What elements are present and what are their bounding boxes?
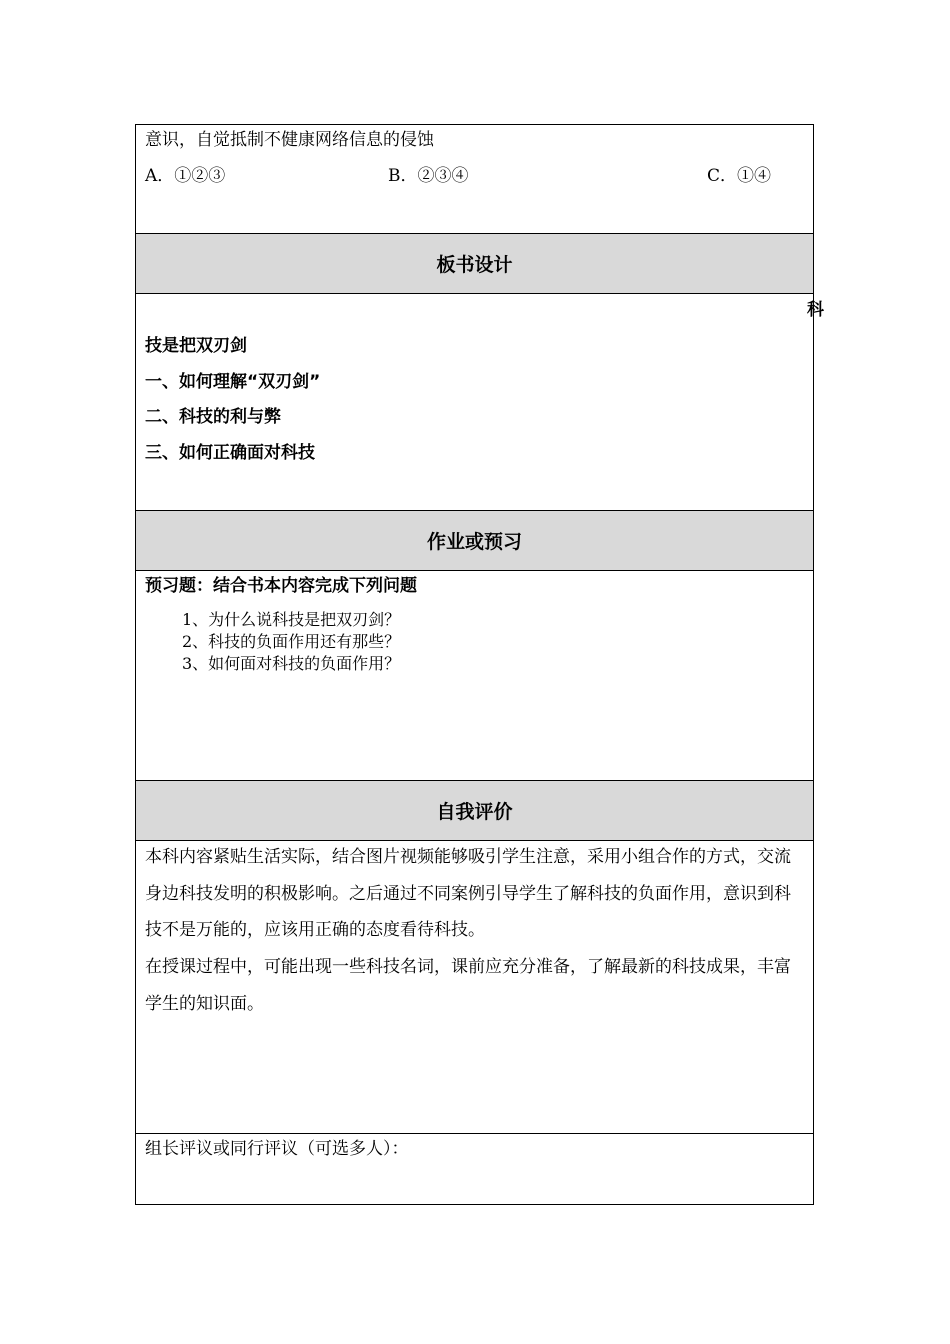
lesson-plan-table [135, 124, 824, 1205]
board-line: 技是把双刃剑 [145, 336, 247, 356]
homework-subtitle: 预习题：结合书本内容完成下列问题 [145, 576, 417, 596]
peer-review-label: 组长评议或同行评议（可选多人）： [145, 1139, 409, 1159]
divider [136, 570, 813, 571]
section-header-self-evaluation [136, 781, 813, 840]
section-header-board-design [136, 234, 813, 293]
section-title: 板书设计 [436, 254, 513, 276]
question-item: 3、如何面对科技的负面作用？ [182, 654, 401, 673]
divider [136, 293, 813, 294]
option-c: C．①④ [707, 166, 772, 186]
question-item: 1、为什么说科技是把双刃剑？ [182, 610, 401, 629]
option-a: A．①②③ [145, 166, 226, 186]
continuation-text: 意识，自觉抵制不健康网络信息的侵蚀 [145, 130, 434, 150]
option-b: B．②③④ [388, 166, 469, 186]
question-item: 2、科技的负面作用还有那些？ [182, 632, 401, 651]
section-title: 自我评价 [436, 801, 513, 823]
board-line: 三、如何正确面对科技 [145, 443, 315, 463]
evaluation-paragraph: 在授课过程中，可能出现一些科技名词，课前应充分准备，了解最新的科技成果，丰富学生的知识面。 [145, 957, 791, 1014]
overflow-char: 科 [807, 300, 824, 320]
board-line: 二、科技的利与弊 [145, 407, 281, 427]
section-title: 作业或预习 [426, 531, 522, 553]
section-header-homework [136, 511, 813, 570]
divider [136, 1133, 813, 1134]
board-line: 一、如何理解“双刃剑” [145, 372, 321, 392]
evaluation-paragraph: 本科内容紧贴生活实际，结合图片视频能够吸引学生注意，采用小组合作的方式，交流身边科技发明的积极影响。之后通过不同案例引导学生了解科技的负面作用，意识到科技不是万能的，应该用正确的态度看待科技。 [145, 847, 791, 940]
